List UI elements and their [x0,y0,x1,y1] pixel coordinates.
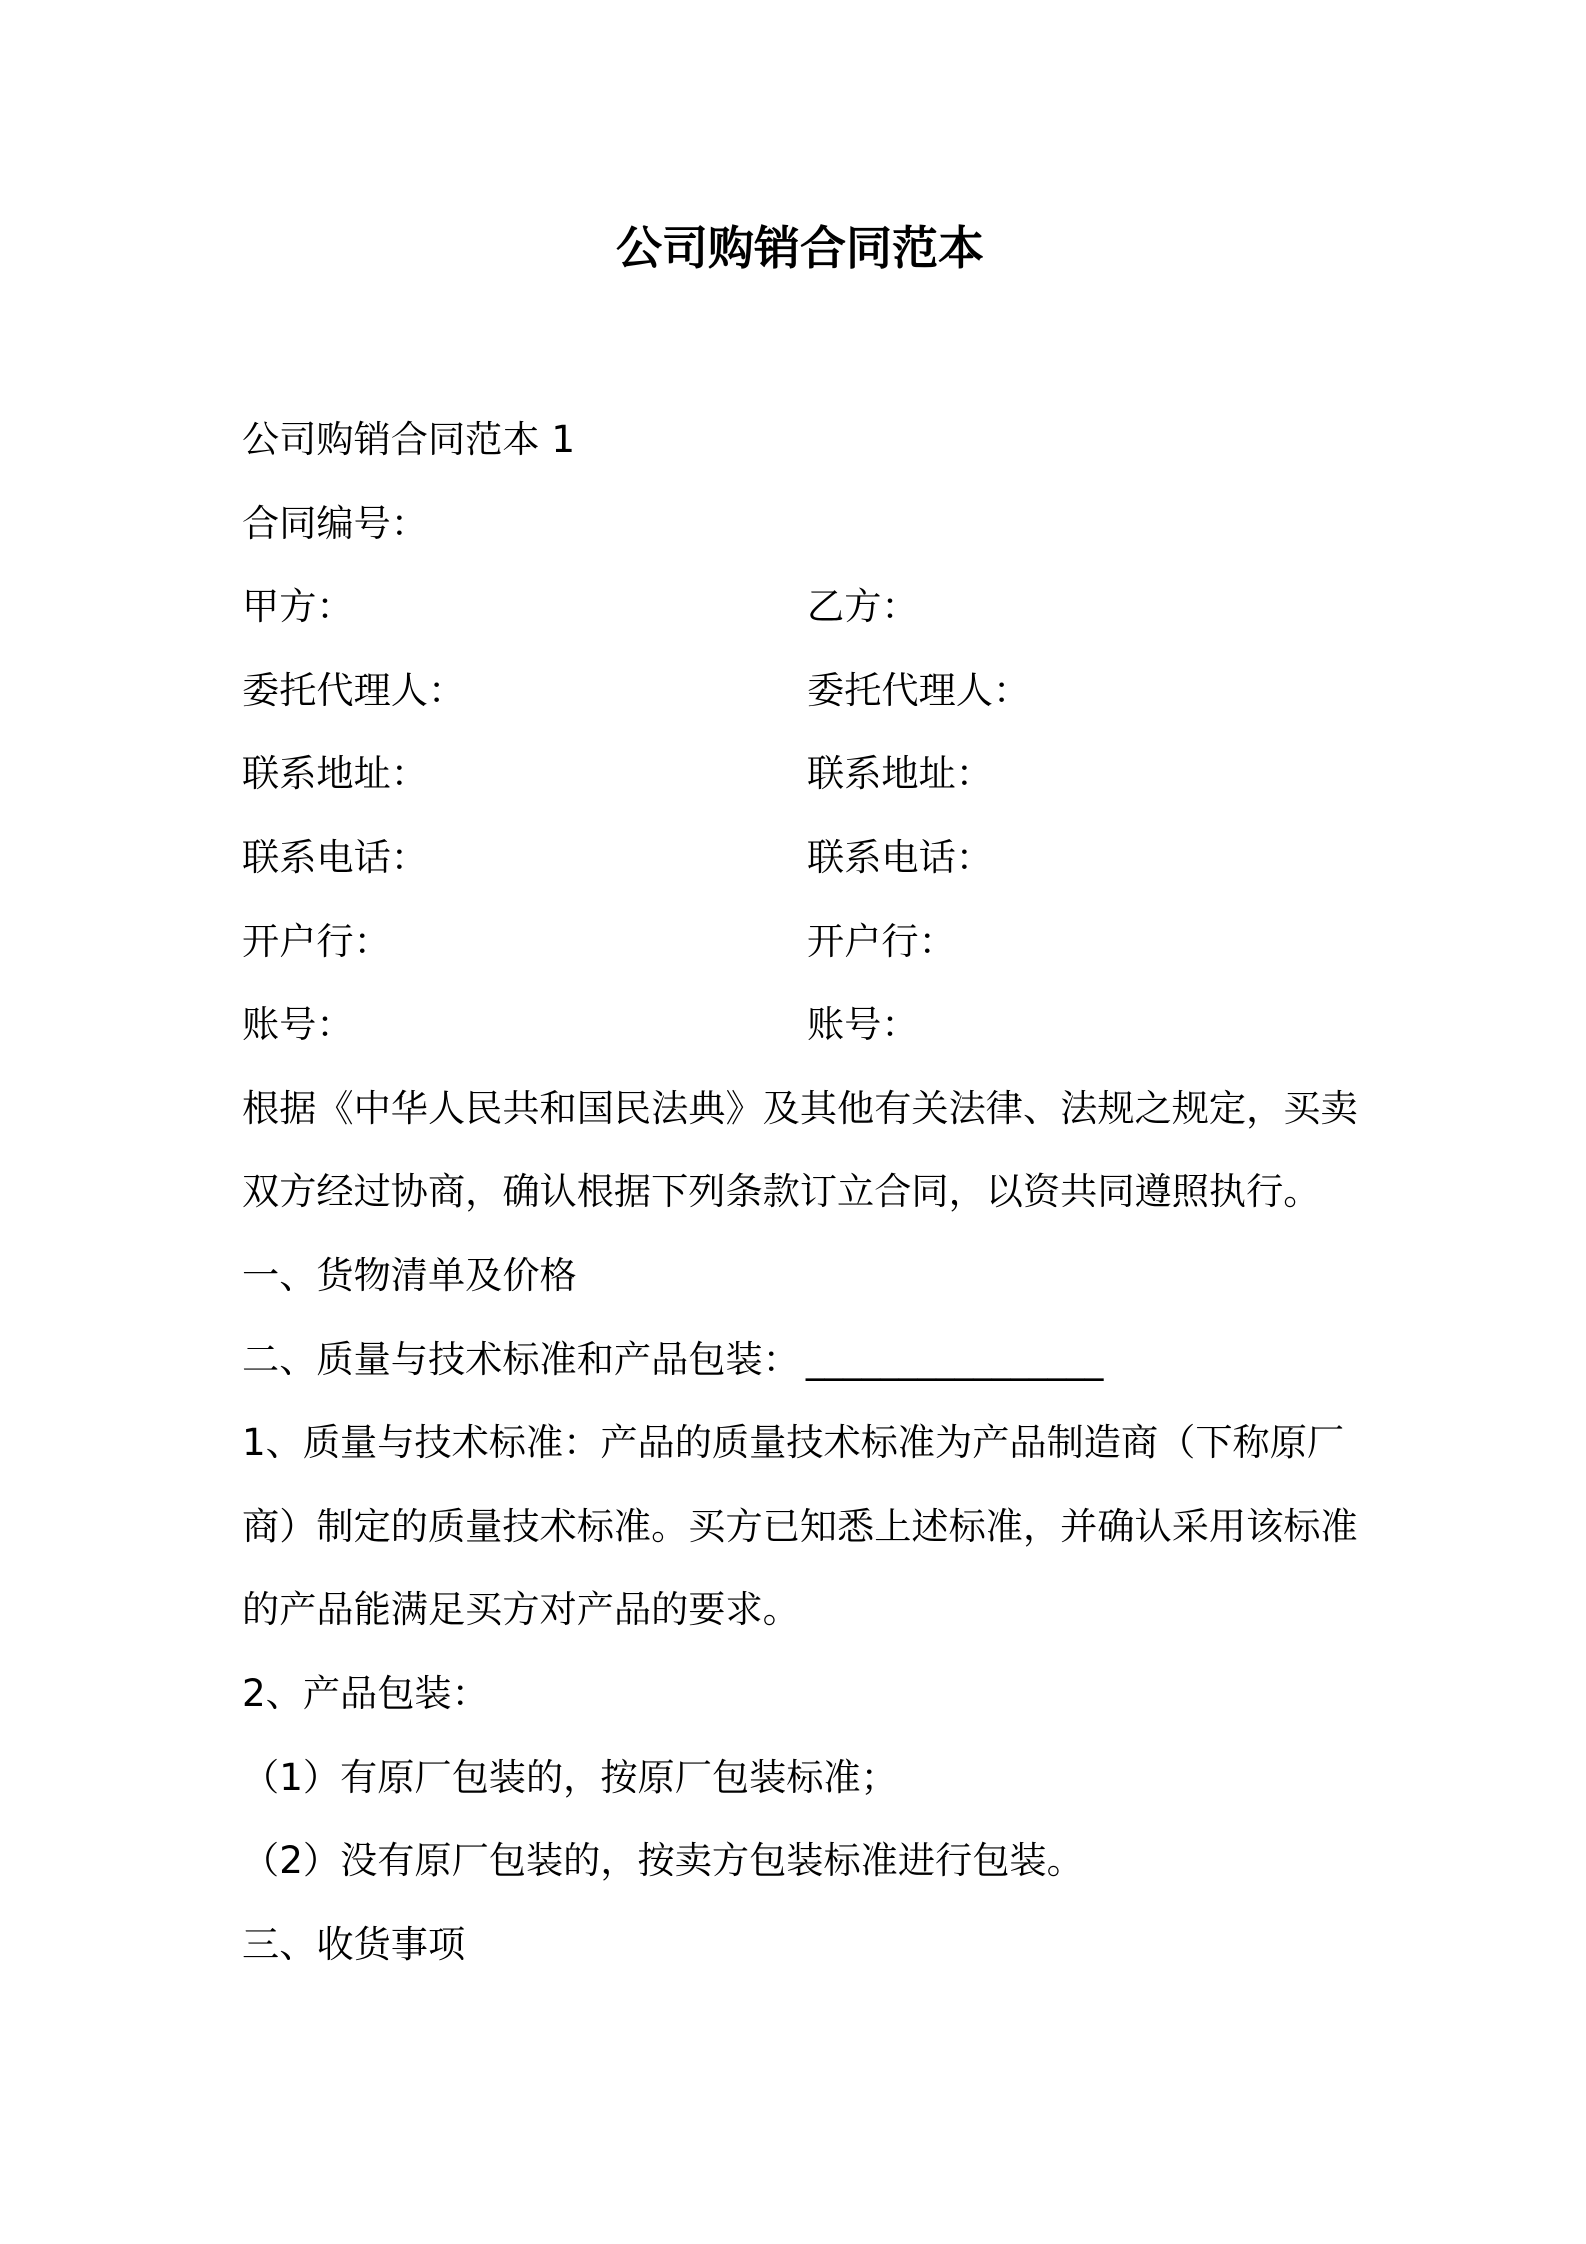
party-row [242,816,1382,900]
party-row [242,649,1382,733]
clause-line: 商）制定的质量技术标准。买方已知悉上述标准，并确认采用该标准 [242,1503,1358,1548]
party-a-label: 联系地址： [242,751,428,796]
list-item: （2）没有原厂包装的，按卖方包装标准进行包装。 [242,1838,1084,1883]
party-b-label: 联系地址： [807,751,993,796]
party-b-label: 联系电话： [807,834,993,879]
contract-number-label: 合同编号： [242,500,428,545]
preamble-line: 根据《中华人民共和国民法典》及其他有关法律、法规之规定，买卖 [242,1085,1358,1130]
party-b-label: 乙方： [807,584,919,629]
fill-in-blank: ________________ [805,1336,1104,1381]
section-heading-goods: 一、货物清单及价格 [242,1252,577,1297]
party-a-label: 委托代理人： [242,667,466,712]
party-a-label: 账号： [242,1002,354,1047]
party-row [242,732,1382,816]
party-row [242,900,1382,984]
clause-line: 的产品能满足买方对产品的要求。 [242,1587,800,1632]
party-a-label: 联系电话： [242,834,428,879]
section-heading-receipt: 三、收货事项 [242,1921,466,1966]
document-body [242,398,1382,1986]
clause-line: 1、质量与技术标准：产品的质量技术标准为产品制造商（下称原厂 [242,1420,1345,1465]
section-heading-quality [242,1318,1382,1402]
section-heading-quality-label: 二、质量与技术标准和产品包装： [242,1336,800,1381]
party-a-label: 甲方： [242,584,354,629]
party-row [242,565,1382,649]
party-row [242,983,1382,1067]
party-a-label: 开户行： [242,918,391,963]
list-item: （1）有原厂包装的，按原厂包装标准； [242,1754,898,1799]
party-b-label: 开户行： [807,918,956,963]
party-b-label: 账号： [807,1002,919,1047]
contract-heading: 公司购销合同范本 1 [242,417,575,461]
clause-heading-packaging: 2、产品包装： [242,1670,489,1715]
preamble-line: 双方经过协商，确认根据下列条款订立合同，以资共同遵照执行。 [242,1169,1321,1214]
party-b-label: 委托代理人： [807,667,1031,712]
document-title: 公司购销合同范本 [616,221,984,275]
